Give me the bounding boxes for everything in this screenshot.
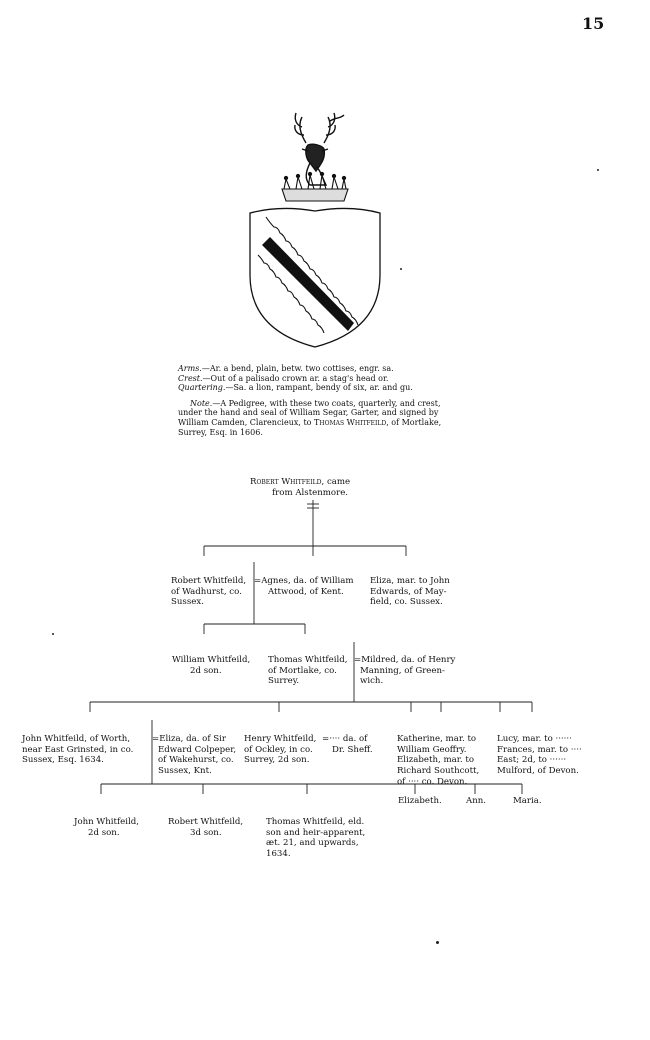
agnes-attwood: =Agnes, da. of William Attwood, of Kent. <box>254 576 354 597</box>
robert-whitfeild-senior: Robert Whitfeild, came <box>250 477 351 487</box>
mildred-manning: =Mildred, da. of Henry Manning, of Green- wich. <box>354 655 456 687</box>
robert-whitfeild-3d-son: Robert Whitfeild, 3d son. <box>168 817 244 838</box>
henry-whitfeild-of-ockley: Henry Whitfeild, of Ockley, in co. Surrey, 2d son. <box>244 734 317 766</box>
william-whitfeild: William Whitfeild, 2d son. <box>172 655 251 676</box>
note-line: under the hand and seal of William Segar, Garter, and signed by <box>178 408 439 418</box>
quartering-line: Quartering.—Sa. a lion, rampant, bendy of six, ar. and gu. <box>178 383 413 393</box>
scan-speck <box>400 268 402 270</box>
scan-speck <box>52 633 54 635</box>
page-number: 15 <box>582 14 605 33</box>
scan-speck <box>436 941 439 944</box>
robert-whitfeild-senior-origin: from Alstenmore. <box>272 488 349 498</box>
note-line: Note.—A Pedigree, with these two coats, quarterly, and crest, <box>190 398 441 408</box>
dr-sheff-daughter: =···· da. of Dr. Sheff. <box>322 734 373 755</box>
arms-line: Arms.—Ar. a bend, plain, betw. two cottises, engr. sa. <box>178 364 394 373</box>
note-line: Surrey, Esq. in 1606. <box>178 427 263 437</box>
ann: Ann. <box>466 796 487 806</box>
katherine-and-elizabeth: Katherine, mar. to William Geoffry. Elizabeth, mar. to Richard Southcott, of ···· co. Devon. <box>397 734 480 787</box>
scan-speck <box>597 169 599 171</box>
eliza-edwards: Eliza, mar. to John Edwards, of May- field, co. Sussex. <box>370 576 450 608</box>
note-line: William Camden, Clarencieux, to Thomas Whitfeild, of Mortlake, <box>178 417 442 427</box>
maria: Maria. <box>513 796 542 806</box>
thomas-whitfeild-of-mortlake: Thomas Whitfeild, of Mortlake, co. Surrey. <box>268 655 348 687</box>
john-whitfeild-of-worth: John Whitfeild, of Worth, near East Grinsted, in co. Sussex, Esq. 1634. <box>22 734 134 766</box>
elizabeth: Elizabeth. <box>398 796 442 806</box>
john-whitfeild-2d-son: John Whitfeild, 2d son. <box>74 817 139 838</box>
robert-whitfeild-of-wadhurst: Robert Whitfeild, of Wadhurst, co. Sussex. <box>171 576 247 608</box>
lucy-and-frances: Lucy, mar. to ······ Frances, mar. to ···· East; 2d, to ······ Mulford, of Devon. <box>497 734 582 776</box>
thomas-whitfeild-heir-apparent: Thomas Whitfeild, eld. son and heir-apparent, æt. 21, and upwards, 1634. <box>266 817 366 859</box>
eliza-colpeper: =Eliza, da. of Sir Edward Colpeper, of Wakehurst, co. Sussex, Knt. <box>152 734 237 776</box>
crest-line: Crest.—Out of a palisado crown ar. a stag's head or. <box>178 373 389 383</box>
